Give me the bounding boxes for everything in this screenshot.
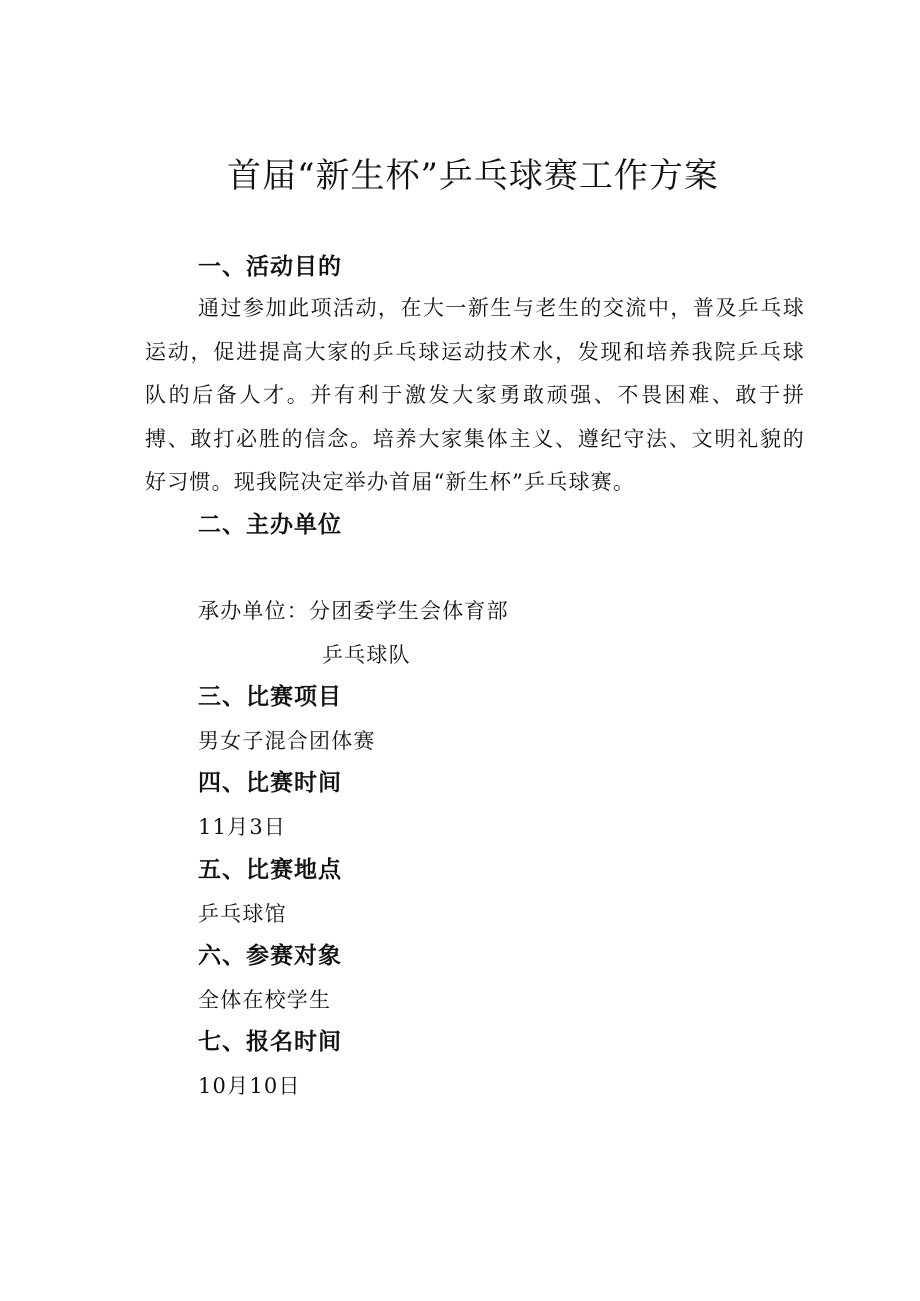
section-body-venue: 乒乓球馆: [198, 902, 287, 926]
document-title: 首届“新生杯”乒乓球赛工作方案: [227, 156, 719, 196]
section-heading-registration: 七、报名时间: [198, 1029, 342, 1055]
organizer-line-1: 承办单位：分团委学生会体育部: [198, 599, 509, 623]
section-heading-date: 四、比赛时间: [198, 770, 342, 796]
section-heading-purpose: 一、活动目的: [198, 254, 342, 280]
organizer-line-2: 乒乓球队: [322, 643, 411, 667]
section-heading-participants: 六、参赛对象: [198, 943, 342, 969]
section-heading-host: 二、主办单位: [198, 512, 342, 538]
section-body-participants: 全体在校学生: [198, 988, 332, 1012]
section-body-purpose: 通过参加此项活动，在大一新生与老生的交流中，普及乒乓球运动，促进提高大家的乒乓球运动技术水，发现和培养我院乒乓球队的后备人才。并有利于激发大家勇敢顽强、不畏困难、敢于拼搏、敢打必胜的信念。培养大家集体主义、遵纪守法、文明礼貌的好习惯。现我院决定举办首届“新生杯”乒乓球赛。: [145, 296, 805, 494]
section-body-date: 11月3日: [198, 815, 287, 839]
section-heading-venue: 五、比赛地点: [198, 857, 342, 883]
section-body-event: 男女子混合团体赛: [198, 729, 376, 753]
section-heading-event: 三、比赛项目: [198, 684, 342, 710]
section-body-registration: 10月10日: [198, 1074, 301, 1098]
